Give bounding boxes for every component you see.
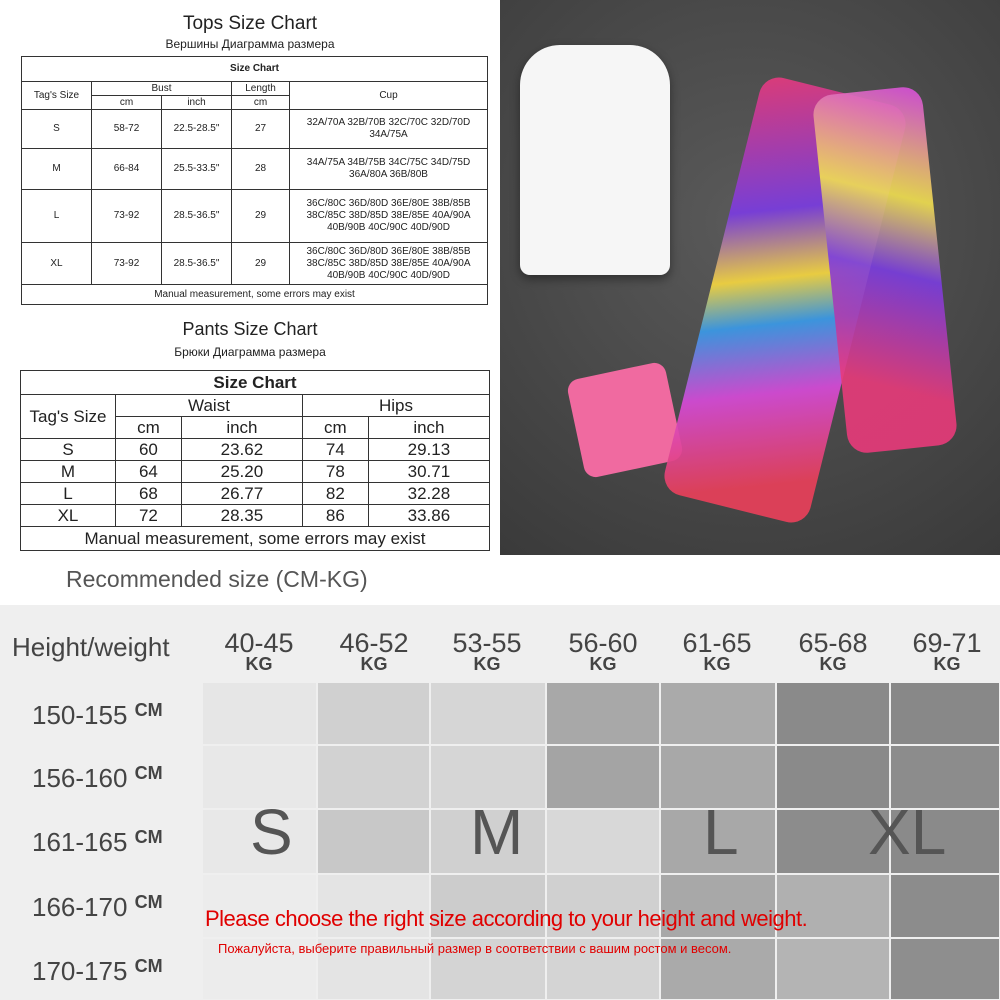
grid-cell xyxy=(547,683,659,744)
height-row-header xyxy=(32,827,197,858)
cell-hips_inch: 29.13 xyxy=(368,439,489,461)
cell-size: XL xyxy=(21,505,116,527)
cell-length: 27 xyxy=(232,110,290,149)
height-range: 156-160 xyxy=(32,763,128,793)
weight-range: 69-71 xyxy=(912,628,982,658)
cell-size: XL xyxy=(22,243,92,285)
table-row xyxy=(22,190,488,243)
white-crop-top xyxy=(520,45,670,275)
cell-hips_cm: 82 xyxy=(302,483,368,505)
pants-footer: Manual measurement, some errors may exist xyxy=(21,527,490,551)
unit-inch: inch xyxy=(181,417,302,439)
unit-cm: cm xyxy=(302,417,368,439)
unit-inch: inch xyxy=(162,96,232,110)
cell-hips_cm: 78 xyxy=(302,461,368,483)
recommended-title: Recommended size (CM-KG) xyxy=(66,566,368,592)
grid-cell xyxy=(547,746,659,808)
unit-cm: cm xyxy=(232,96,290,110)
pants-subtitle: Брюки Диаграмма размера xyxy=(174,345,326,359)
pants-header: Size Chart xyxy=(21,371,490,395)
table-row xyxy=(21,505,490,527)
height-range: 150-155 xyxy=(32,700,128,730)
cell-length: 28 xyxy=(232,149,290,190)
col-waist: Waist xyxy=(116,395,303,417)
cell-hips_inch: 32.28 xyxy=(368,483,489,505)
weight-column-header xyxy=(202,630,316,672)
cell-waist_inch: 23.62 xyxy=(181,439,302,461)
height-row-header xyxy=(32,763,197,794)
cm-unit: CM xyxy=(134,827,163,847)
kg-unit: KG xyxy=(245,654,273,674)
cell-size: M xyxy=(22,149,92,190)
cell-hips_cm: 86 xyxy=(302,505,368,527)
cell-size: M xyxy=(21,461,116,483)
weight-column-header xyxy=(430,630,544,672)
grid-cell xyxy=(547,810,659,873)
grid-cell xyxy=(318,683,429,744)
cell-size: L xyxy=(22,190,92,243)
cm-unit: CM xyxy=(134,956,163,976)
weight-range: 53-55 xyxy=(452,628,522,658)
col-tag: Tag's Size xyxy=(22,82,92,110)
col-tag: Tag's Size xyxy=(21,395,116,439)
size-label-m: M xyxy=(470,796,524,868)
cm-unit: CM xyxy=(134,892,163,912)
kg-unit: KG xyxy=(933,654,961,674)
cell-cm: 66-84 xyxy=(92,149,162,190)
grid-cell xyxy=(203,683,316,744)
height-row-header xyxy=(32,956,197,987)
cell-inch: 25.5-33.5" xyxy=(162,149,232,190)
grid-cell xyxy=(318,810,429,873)
tops-title: Tops Size Chart xyxy=(182,13,318,34)
height-range: 161-165 xyxy=(32,827,128,857)
cell-size: S xyxy=(21,439,116,461)
cell-inch: 22.5-28.5" xyxy=(162,110,232,149)
product-photo xyxy=(500,0,1000,555)
size-label-xl: XL xyxy=(868,796,947,868)
pants-size-table xyxy=(20,370,490,551)
cell-waist_cm: 64 xyxy=(116,461,182,483)
unit-cm: cm xyxy=(92,96,162,110)
pants-title: Pants Size Chart xyxy=(182,319,318,339)
height-row-header xyxy=(32,892,197,923)
size-label-s: S xyxy=(250,796,293,868)
grid-cell xyxy=(318,746,429,808)
weight-column-header xyxy=(890,630,1000,672)
cell-cm: 73-92 xyxy=(92,190,162,243)
cell-cup: 32A/70A 32B/70B 32C/70C 32D/70D 34A/75A xyxy=(290,110,488,149)
cell-cup: 36C/80C 36D/80D 36E/80E 38B/85B 38C/85C 38D/85D 38E/85E 40A/90A 40B/90B 40C/90C 40D/90D xyxy=(290,190,488,243)
weight-column-header xyxy=(546,630,660,672)
cell-waist_cm: 68 xyxy=(116,483,182,505)
grid-cell xyxy=(777,939,889,999)
cell-cm: 73-92 xyxy=(92,243,162,285)
cell-hips_inch: 33.86 xyxy=(368,505,489,527)
tops-size-table xyxy=(21,56,488,305)
col-cup: Cup xyxy=(290,82,488,110)
weight-range: 40-45 xyxy=(224,628,294,658)
kg-unit: KG xyxy=(819,654,847,674)
height-range: 170-175 xyxy=(32,956,128,986)
cell-length: 29 xyxy=(232,190,290,243)
table-row xyxy=(21,439,490,461)
table-row xyxy=(21,461,490,483)
grid-cell xyxy=(431,683,545,744)
cell-cup: 34A/75A 34B/75B 34C/75C 34D/75D 36A/80A 36B/80B xyxy=(290,149,488,190)
grid-cell xyxy=(891,939,999,999)
grid-cell xyxy=(777,683,889,744)
cell-length: 29 xyxy=(232,243,290,285)
cm-unit: CM xyxy=(134,700,163,720)
table-row xyxy=(21,483,490,505)
kg-unit: KG xyxy=(703,654,731,674)
weight-range: 56-60 xyxy=(568,628,638,658)
col-bust: Bust xyxy=(92,82,232,96)
grid-corner-label: Height/weight xyxy=(12,632,170,662)
cell-cup: 36C/80C 36D/80D 36E/80E 38B/85B 38C/85C 38D/85D 38E/85E 40A/90A 40B/90B 40C/90C 40D/90D xyxy=(290,243,488,285)
col-hips: Hips xyxy=(302,395,489,417)
cell-size: L xyxy=(21,483,116,505)
tops-subtitle: Вершины Диаграмма размера xyxy=(165,37,335,51)
height-row-header xyxy=(32,700,197,731)
cell-hips_inch: 30.71 xyxy=(368,461,489,483)
height-range: 166-170 xyxy=(32,892,128,922)
weight-column-header xyxy=(660,630,774,672)
cell-cm: 58-72 xyxy=(92,110,162,149)
kg-unit: KG xyxy=(360,654,388,674)
kg-unit: KG xyxy=(473,654,501,674)
grid-cell xyxy=(661,683,775,744)
grid-cell xyxy=(891,683,999,744)
cell-waist_cm: 60 xyxy=(116,439,182,461)
cell-inch: 28.5-36.5" xyxy=(162,243,232,285)
table-row xyxy=(22,243,488,285)
table-row xyxy=(22,149,488,190)
grid-cell xyxy=(891,875,999,937)
weight-column-header xyxy=(317,630,431,672)
cell-waist_cm: 72 xyxy=(116,505,182,527)
weight-column-header xyxy=(776,630,890,672)
cell-waist_inch: 25.20 xyxy=(181,461,302,483)
weight-range: 61-65 xyxy=(682,628,752,658)
tops-header: Size Chart xyxy=(22,57,488,82)
cell-waist_inch: 26.77 xyxy=(181,483,302,505)
weight-range: 46-52 xyxy=(339,628,409,658)
kg-unit: KG xyxy=(589,654,617,674)
weight-range: 65-68 xyxy=(798,628,868,658)
cell-size: S xyxy=(22,110,92,149)
tops-footer: Manual measurement, some errors may exist xyxy=(22,285,488,305)
cell-waist_inch: 28.35 xyxy=(181,505,302,527)
cell-hips_cm: 74 xyxy=(302,439,368,461)
unit-inch: inch xyxy=(368,417,489,439)
unit-cm: cm xyxy=(116,417,182,439)
col-length: Length xyxy=(232,82,290,96)
notice-english: Please choose the right size according to your height and weight. xyxy=(205,906,808,931)
cell-inch: 28.5-36.5" xyxy=(162,190,232,243)
size-label-l: L xyxy=(703,796,739,868)
cm-unit: CM xyxy=(134,763,163,783)
table-row xyxy=(22,110,488,149)
notice-russian: Пожалуйста, выберите правильный размер в соответствии с вашим ростом и весом. xyxy=(218,941,732,956)
